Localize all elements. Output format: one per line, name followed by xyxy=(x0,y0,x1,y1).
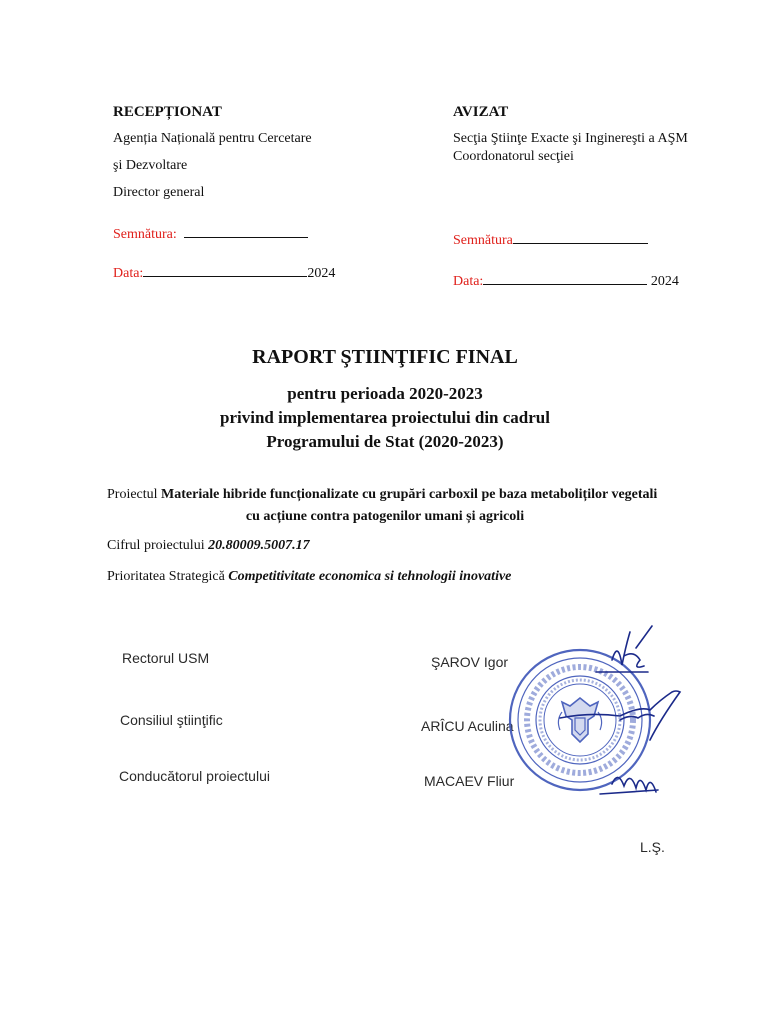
approved-signature-line xyxy=(513,243,648,244)
approved-date-label: Data: xyxy=(453,274,484,289)
project-code-label: Cifrul proiectului xyxy=(107,538,205,553)
received-signature-line xyxy=(184,237,308,238)
approved-section-line1: Secţia Ştiinţe Exacte şi Inginereşti a AŞM xyxy=(453,131,688,146)
signatures-and-stamp xyxy=(500,620,700,820)
signatory-role-council: Consiliul ştiinţific xyxy=(120,712,223,728)
signatory-name-leader: MACAEV Fliur xyxy=(424,773,515,789)
approved-date-line xyxy=(483,284,647,285)
approved-section-line2: Coordonatorul secţiei xyxy=(453,149,574,164)
approved-signature-label: Semnătura xyxy=(453,233,513,248)
received-date-year: 2024 xyxy=(307,266,336,281)
signatory-role-leader: Conducătorul proiectului xyxy=(119,768,270,784)
received-role: Director general xyxy=(113,185,205,200)
project-name-line2: cu acțiune contra patogenilor umani și agricoli xyxy=(245,509,525,524)
official-stamp-icon xyxy=(510,650,650,790)
project-name-line1: Materiale hibride funcționalizate cu grupări carboxil pe baza metaboliților vegetali xyxy=(161,487,658,502)
project-priority: Competitivitate economica si tehnologii inovative xyxy=(228,569,512,584)
received-heading: RECEPȚIONAT xyxy=(113,104,222,120)
project-name-row xyxy=(107,487,657,503)
signatory-name-council: ARÎCU Aculina xyxy=(421,718,514,734)
report-subtitle-period: pentru perioada 2020-2023 xyxy=(287,384,483,403)
approved-heading: AVIZAT xyxy=(453,104,509,120)
report-title: RAPORT ŞTIINŢIFIC FINAL xyxy=(252,346,518,368)
project-priority-row xyxy=(107,569,511,585)
signatory-role-rector: Rectorul USM xyxy=(122,650,210,666)
received-date-label: Data: xyxy=(113,266,144,281)
received-signature-row xyxy=(113,227,308,243)
approved-date-year: 2024 xyxy=(650,274,679,289)
received-date-line xyxy=(143,276,307,277)
signatory-name-rector: ŞAROV Igor xyxy=(431,654,509,670)
approved-date-row xyxy=(453,274,679,290)
project-code-row xyxy=(107,538,310,554)
report-subtitle-program: Programului de Stat (2020-2023) xyxy=(266,432,504,451)
received-agency-line2: şi Dezvoltare xyxy=(113,158,188,173)
received-signature-label: Semnătura: xyxy=(113,227,177,242)
project-priority-label: Prioritatea Strategică xyxy=(107,569,225,584)
received-date-row xyxy=(113,266,335,282)
project-label: Proiectul xyxy=(107,487,158,502)
project-code: 20.80009.5007.17 xyxy=(208,538,310,553)
stamp-mark-label: L.Ş. xyxy=(640,839,665,855)
received-agency-line1: Agenția Națională pentru Cercetare xyxy=(113,131,312,146)
report-subtitle-implementation: privind implementarea proiectului din cadrul xyxy=(220,408,550,427)
approved-signature-row xyxy=(453,233,648,249)
